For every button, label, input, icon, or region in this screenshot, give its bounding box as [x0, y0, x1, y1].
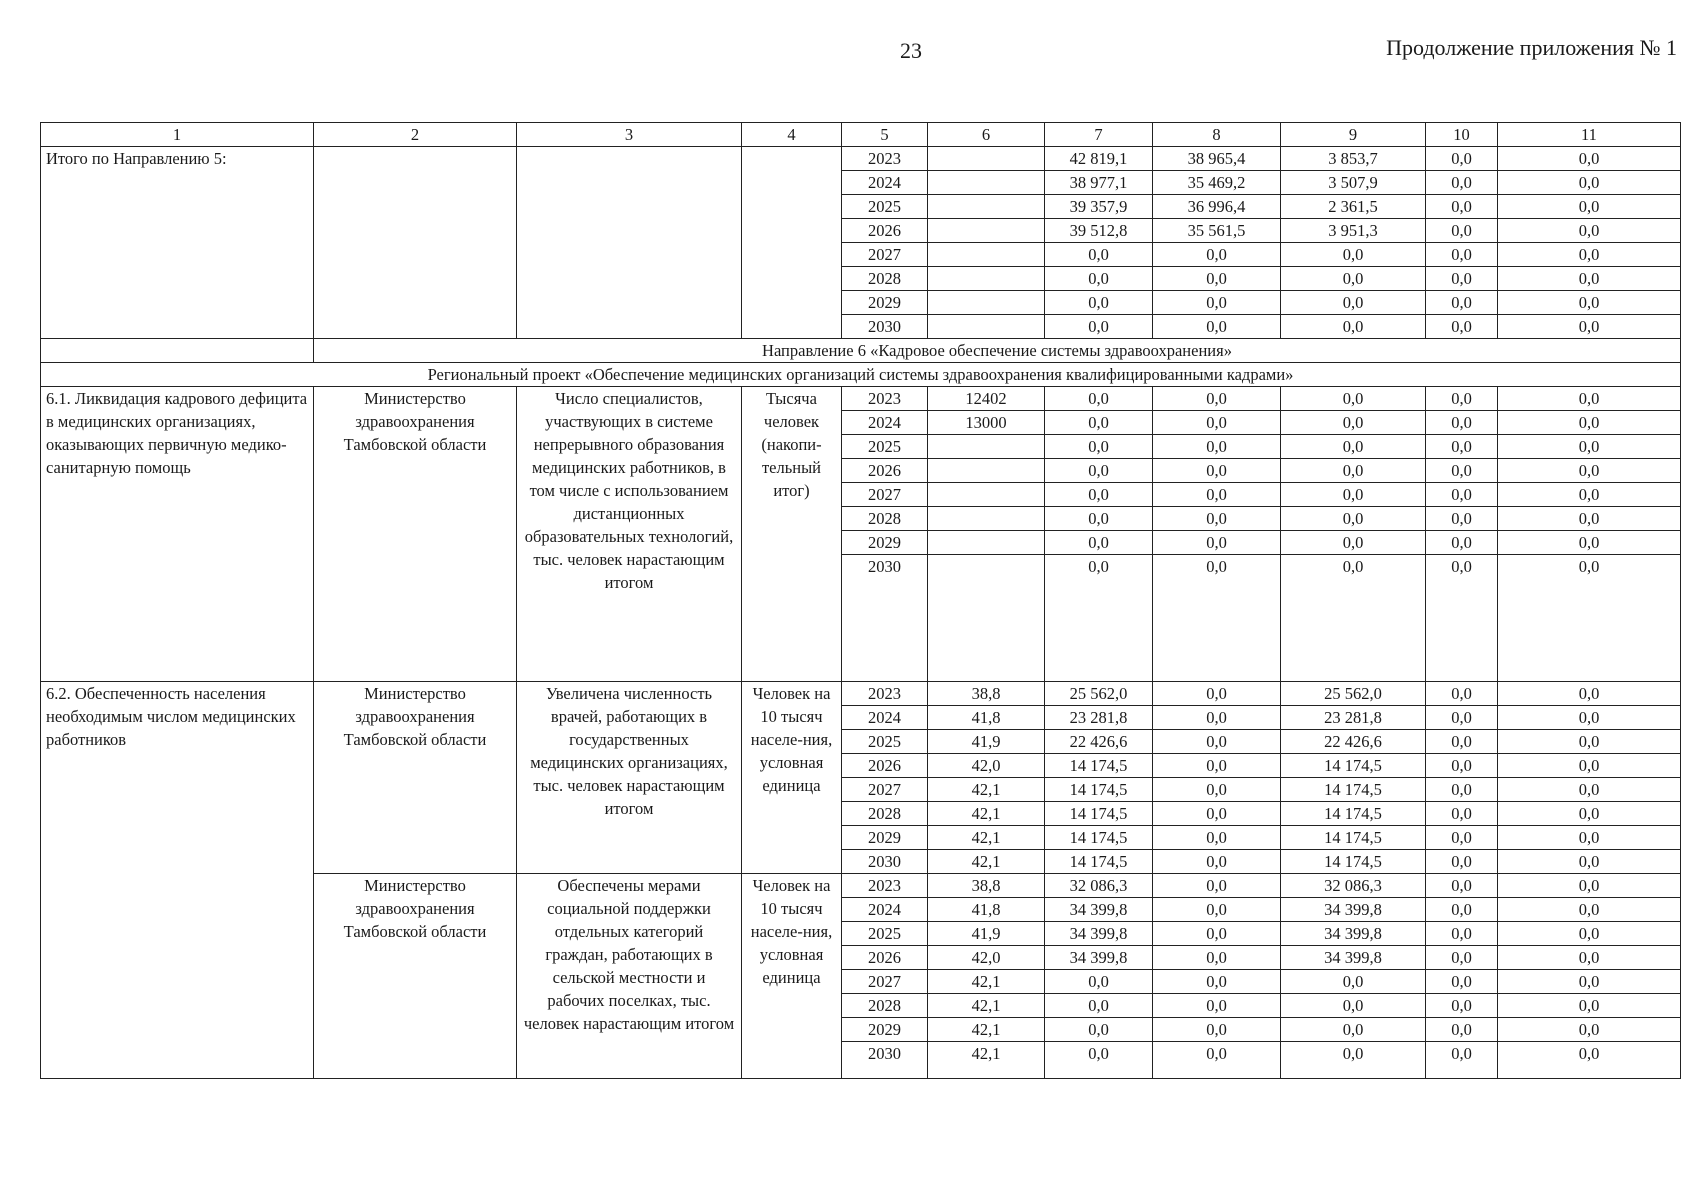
col10-value: 0,0 [1426, 531, 1498, 555]
year-cell: 2024 [842, 171, 928, 195]
col11-value: 0,0 [1498, 267, 1681, 291]
col7-value: 0,0 [1045, 994, 1153, 1018]
col7-value: 32 086,3 [1045, 874, 1153, 898]
year-cell: 2029 [842, 1018, 928, 1042]
col10-value: 0,0 [1426, 754, 1498, 778]
col10-value: 0,0 [1426, 1018, 1498, 1042]
col11-value: 0,0 [1498, 1042, 1681, 1079]
year-cell: 2027 [842, 778, 928, 802]
col6-value: 42,1 [928, 1042, 1045, 1079]
col9-value: 0,0 [1281, 483, 1426, 507]
col8-value: 38 965,4 [1153, 147, 1281, 171]
col8-value: 0,0 [1153, 970, 1281, 994]
col7-value: 25 562,0 [1045, 682, 1153, 706]
col10-value: 0,0 [1426, 826, 1498, 850]
item-6-1-executor: Министерство здравоохранения Тамбовской области [314, 387, 517, 682]
col6-value: 42,1 [928, 802, 1045, 826]
col8-value: 0,0 [1153, 898, 1281, 922]
col8-value: 0,0 [1153, 267, 1281, 291]
col11-value: 0,0 [1498, 730, 1681, 754]
col11-value: 0,0 [1498, 507, 1681, 531]
col9-value: 34 399,8 [1281, 898, 1426, 922]
col7-value: 0,0 [1045, 435, 1153, 459]
col9-value: 0,0 [1281, 1018, 1426, 1042]
col9-value: 23 281,8 [1281, 706, 1426, 730]
col6-value [928, 435, 1045, 459]
year-cell: 2029 [842, 531, 928, 555]
col-number-8: 8 [1153, 123, 1281, 147]
year-cell: 2028 [842, 507, 928, 531]
col9-value: 34 399,8 [1281, 922, 1426, 946]
empty-cell [41, 339, 314, 363]
col6-value: 38,8 [928, 874, 1045, 898]
col8-value: 0,0 [1153, 555, 1281, 682]
year-cell: 2030 [842, 555, 928, 682]
col-number-9: 9 [1281, 123, 1426, 147]
col9-value: 0,0 [1281, 970, 1426, 994]
col6-value: 41,8 [928, 706, 1045, 730]
col7-value: 0,0 [1045, 267, 1153, 291]
col10-value: 0,0 [1426, 483, 1498, 507]
table-row [41, 387, 1681, 411]
col6-value: 42,0 [928, 946, 1045, 970]
col8-value: 0,0 [1153, 291, 1281, 315]
col6-value: 42,1 [928, 826, 1045, 850]
col8-value: 0,0 [1153, 507, 1281, 531]
item-6-2-name: 6.2. Обеспеченность населения необходимым числом медицинских работников [41, 682, 314, 1079]
year-cell: 2030 [842, 1042, 928, 1079]
col10-value: 0,0 [1426, 195, 1498, 219]
col11-value: 0,0 [1498, 706, 1681, 730]
page-number: 23 [900, 38, 922, 63]
year-cell: 2026 [842, 219, 928, 243]
col10-value: 0,0 [1426, 946, 1498, 970]
regional-project-title: Региональный проект «Обеспечение медицинских организаций системы здравоохранения квалифицированными кадрами» [41, 363, 1681, 387]
year-cell: 2027 [842, 243, 928, 267]
year-cell: 2028 [842, 994, 928, 1018]
col6-value [928, 219, 1045, 243]
col7-value: 14 174,5 [1045, 850, 1153, 874]
col6-value: 42,1 [928, 970, 1045, 994]
col7-value: 0,0 [1045, 555, 1153, 682]
col11-value: 0,0 [1498, 754, 1681, 778]
col6-value: 13000 [928, 411, 1045, 435]
col6-value: 38,8 [928, 682, 1045, 706]
col8-value: 0,0 [1153, 706, 1281, 730]
col10-value: 0,0 [1426, 778, 1498, 802]
col9-value: 0,0 [1281, 459, 1426, 483]
col11-value: 0,0 [1498, 682, 1681, 706]
col-number-2: 2 [314, 123, 517, 147]
col7-value: 34 399,8 [1045, 922, 1153, 946]
year-cell: 2026 [842, 459, 928, 483]
col10-value: 0,0 [1426, 1042, 1498, 1079]
col6-value [928, 507, 1045, 531]
year-cell: 2028 [842, 802, 928, 826]
col9-value: 32 086,3 [1281, 874, 1426, 898]
col-number-5: 5 [842, 123, 928, 147]
col7-value: 0,0 [1045, 315, 1153, 339]
col7-value: 0,0 [1045, 1042, 1153, 1079]
col9-value: 3 853,7 [1281, 147, 1426, 171]
col11-value: 0,0 [1498, 826, 1681, 850]
col8-value: 0,0 [1153, 922, 1281, 946]
item-6-2a-indicator: Увеличена численность врачей, работающих в государственных медицинских организациях, тыс. человек нарастающим итогом [517, 682, 742, 874]
col-number-1: 1 [41, 123, 314, 147]
empty-cell [742, 147, 842, 339]
col8-value: 0,0 [1153, 531, 1281, 555]
col11-value: 0,0 [1498, 970, 1681, 994]
col6-value: 42,1 [928, 850, 1045, 874]
col8-value: 0,0 [1153, 1018, 1281, 1042]
year-cell: 2025 [842, 195, 928, 219]
year-cell: 2026 [842, 754, 928, 778]
col9-value: 14 174,5 [1281, 754, 1426, 778]
col7-value: 22 426,6 [1045, 730, 1153, 754]
col7-value: 14 174,5 [1045, 802, 1153, 826]
col8-value: 0,0 [1153, 826, 1281, 850]
col9-value: 25 562,0 [1281, 682, 1426, 706]
col7-value: 0,0 [1045, 243, 1153, 267]
col11-value: 0,0 [1498, 435, 1681, 459]
col10-value: 0,0 [1426, 730, 1498, 754]
col6-value [928, 171, 1045, 195]
col10-value: 0,0 [1426, 267, 1498, 291]
year-cell: 2025 [842, 922, 928, 946]
year-cell: 2024 [842, 706, 928, 730]
year-cell: 2029 [842, 826, 928, 850]
col8-value: 0,0 [1153, 946, 1281, 970]
col10-value: 0,0 [1426, 435, 1498, 459]
col10-value: 0,0 [1426, 171, 1498, 195]
col6-value: 41,9 [928, 922, 1045, 946]
col8-value: 0,0 [1153, 459, 1281, 483]
col7-value: 0,0 [1045, 483, 1153, 507]
col9-value: 0,0 [1281, 555, 1426, 682]
section-row [41, 363, 1681, 387]
col8-value: 35 469,2 [1153, 171, 1281, 195]
col8-value: 0,0 [1153, 435, 1281, 459]
col11-value: 0,0 [1498, 171, 1681, 195]
col7-value: 0,0 [1045, 507, 1153, 531]
col8-value: 0,0 [1153, 754, 1281, 778]
col10-value: 0,0 [1426, 994, 1498, 1018]
col7-value: 0,0 [1045, 1018, 1153, 1042]
col6-value [928, 315, 1045, 339]
col9-value: 0,0 [1281, 435, 1426, 459]
item-6-2a-unit: Человек на 10 тысяч населе-ния, условная единица [742, 682, 842, 874]
col9-value: 0,0 [1281, 291, 1426, 315]
col9-value: 2 361,5 [1281, 195, 1426, 219]
col7-value: 0,0 [1045, 411, 1153, 435]
year-cell: 2030 [842, 315, 928, 339]
col10-value: 0,0 [1426, 898, 1498, 922]
item-6-1-indicator: Число специалистов, участвующих в системе непрерывного образования медицинских работников, в том числе с использованием дистанционных образовательных технологий, тыс. человек нарастающим итогом [517, 387, 742, 682]
col11-value: 0,0 [1498, 994, 1681, 1018]
col9-value: 0,0 [1281, 411, 1426, 435]
col6-value [928, 147, 1045, 171]
col10-value: 0,0 [1426, 459, 1498, 483]
col11-value: 0,0 [1498, 874, 1681, 898]
total-direction5-label: Итого по Направлению 5: [41, 147, 314, 339]
col7-value: 0,0 [1045, 459, 1153, 483]
col11-value: 0,0 [1498, 850, 1681, 874]
col9-value: 0,0 [1281, 387, 1426, 411]
col8-value: 0,0 [1153, 483, 1281, 507]
direction6-title: Направление 6 «Кадровое обеспечение системы здравоохранения» [314, 339, 1681, 363]
table-row [41, 682, 1681, 706]
col7-value: 14 174,5 [1045, 754, 1153, 778]
col10-value: 0,0 [1426, 802, 1498, 826]
col6-value [928, 483, 1045, 507]
col7-value: 34 399,8 [1045, 898, 1153, 922]
col10-value: 0,0 [1426, 291, 1498, 315]
year-cell: 2027 [842, 970, 928, 994]
col7-value: 0,0 [1045, 970, 1153, 994]
item-6-2b-indicator: Обеспечены мерами социальной поддержки отдельных категорий граждан, работающих в сельской местности и рабочих поселках, тыс. человек нарастающим итогом [517, 874, 742, 1079]
col11-value: 0,0 [1498, 1018, 1681, 1042]
col6-value [928, 555, 1045, 682]
col6-value [928, 243, 1045, 267]
col9-value: 14 174,5 [1281, 778, 1426, 802]
col8-value: 0,0 [1153, 730, 1281, 754]
col10-value: 0,0 [1426, 387, 1498, 411]
budget-table [40, 122, 1681, 1079]
table-row [41, 147, 1681, 171]
col9-value: 3 951,3 [1281, 219, 1426, 243]
col9-value: 0,0 [1281, 315, 1426, 339]
year-cell: 2027 [842, 483, 928, 507]
col7-value: 0,0 [1045, 291, 1153, 315]
col10-value: 0,0 [1426, 682, 1498, 706]
col9-value: 0,0 [1281, 243, 1426, 267]
col11-value: 0,0 [1498, 555, 1681, 682]
col6-value [928, 459, 1045, 483]
year-cell: 2030 [842, 850, 928, 874]
col8-value: 0,0 [1153, 682, 1281, 706]
col8-value: 0,0 [1153, 411, 1281, 435]
col6-value [928, 267, 1045, 291]
col9-value: 3 507,9 [1281, 171, 1426, 195]
col11-value: 0,0 [1498, 459, 1681, 483]
year-cell: 2025 [842, 730, 928, 754]
col8-value: 0,0 [1153, 802, 1281, 826]
col7-value: 42 819,1 [1045, 147, 1153, 171]
col8-value: 35 561,5 [1153, 219, 1281, 243]
item-6-1-unit: Тысяча человек (накопи-тельный итог) [742, 387, 842, 682]
year-cell: 2024 [842, 898, 928, 922]
col10-value: 0,0 [1426, 411, 1498, 435]
col9-value: 0,0 [1281, 267, 1426, 291]
col6-value [928, 195, 1045, 219]
year-cell: 2023 [842, 387, 928, 411]
col10-value: 0,0 [1426, 706, 1498, 730]
col10-value: 0,0 [1426, 970, 1498, 994]
col10-value: 0,0 [1426, 874, 1498, 898]
col10-value: 0,0 [1426, 243, 1498, 267]
col11-value: 0,0 [1498, 922, 1681, 946]
col10-value: 0,0 [1426, 850, 1498, 874]
col9-value: 0,0 [1281, 507, 1426, 531]
col8-value: 36 996,4 [1153, 195, 1281, 219]
col9-value: 0,0 [1281, 994, 1426, 1018]
col-number-4: 4 [742, 123, 842, 147]
col7-value: 14 174,5 [1045, 826, 1153, 850]
col11-value: 0,0 [1498, 315, 1681, 339]
year-cell: 2023 [842, 682, 928, 706]
col7-value: 23 281,8 [1045, 706, 1153, 730]
col9-value: 14 174,5 [1281, 850, 1426, 874]
col6-value [928, 291, 1045, 315]
appendix-continuation-note: Продолжение приложения № 1 [1386, 35, 1677, 60]
col7-value: 39 357,9 [1045, 195, 1153, 219]
col11-value: 0,0 [1498, 802, 1681, 826]
col6-value: 42,1 [928, 778, 1045, 802]
item-6-1-name: 6.1. Ликвидация кадрового дефицита в медицинских организациях, оказывающих первичную медико-санитарную помощь [41, 387, 314, 682]
col6-value: 42,0 [928, 754, 1045, 778]
col11-value: 0,0 [1498, 387, 1681, 411]
empty-cell [314, 147, 517, 339]
col11-value: 0,0 [1498, 898, 1681, 922]
item-6-2a-executor: Министерство здравоохранения Тамбовской области [314, 682, 517, 874]
col11-value: 0,0 [1498, 147, 1681, 171]
year-cell: 2025 [842, 435, 928, 459]
col8-value: 0,0 [1153, 778, 1281, 802]
col8-value: 0,0 [1153, 315, 1281, 339]
col9-value: 22 426,6 [1281, 730, 1426, 754]
item-6-2b-executor: Министерство здравоохранения Тамбовской области [314, 874, 517, 1079]
col-number-7: 7 [1045, 123, 1153, 147]
year-cell: 2028 [842, 267, 928, 291]
col9-value: 14 174,5 [1281, 802, 1426, 826]
col6-value: 42,1 [928, 994, 1045, 1018]
col6-value: 41,8 [928, 898, 1045, 922]
col11-value: 0,0 [1498, 219, 1681, 243]
year-cell: 2024 [842, 411, 928, 435]
col9-value: 0,0 [1281, 1042, 1426, 1079]
col11-value: 0,0 [1498, 531, 1681, 555]
section-row [41, 339, 1681, 363]
col7-value: 0,0 [1045, 531, 1153, 555]
col11-value: 0,0 [1498, 291, 1681, 315]
year-cell: 2023 [842, 147, 928, 171]
col10-value: 0,0 [1426, 922, 1498, 946]
col7-value: 0,0 [1045, 387, 1153, 411]
col8-value: 0,0 [1153, 994, 1281, 1018]
col8-value: 0,0 [1153, 874, 1281, 898]
col8-value: 0,0 [1153, 850, 1281, 874]
col10-value: 0,0 [1426, 315, 1498, 339]
col11-value: 0,0 [1498, 243, 1681, 267]
col9-value: 0,0 [1281, 531, 1426, 555]
year-cell: 2023 [842, 874, 928, 898]
col7-value: 34 399,8 [1045, 946, 1153, 970]
col11-value: 0,0 [1498, 483, 1681, 507]
col6-value: 12402 [928, 387, 1045, 411]
col7-value: 38 977,1 [1045, 171, 1153, 195]
col9-value: 14 174,5 [1281, 826, 1426, 850]
col-number-6: 6 [928, 123, 1045, 147]
column-number-row [41, 123, 1681, 147]
item-6-2b-unit: Человек на 10 тысяч населе-ния, условная единица [742, 874, 842, 1079]
col8-value: 0,0 [1153, 387, 1281, 411]
col8-value: 0,0 [1153, 1042, 1281, 1079]
table-body [41, 123, 1681, 1079]
col-number-11: 11 [1498, 123, 1681, 147]
col-number-3: 3 [517, 123, 742, 147]
col11-value: 0,0 [1498, 946, 1681, 970]
col-number-10: 10 [1426, 123, 1498, 147]
col6-value: 41,9 [928, 730, 1045, 754]
col10-value: 0,0 [1426, 507, 1498, 531]
col11-value: 0,0 [1498, 411, 1681, 435]
col8-value: 0,0 [1153, 243, 1281, 267]
col10-value: 0,0 [1426, 219, 1498, 243]
col7-value: 14 174,5 [1045, 778, 1153, 802]
col10-value: 0,0 [1426, 555, 1498, 682]
empty-cell [517, 147, 742, 339]
col9-value: 34 399,8 [1281, 946, 1426, 970]
year-cell: 2026 [842, 946, 928, 970]
col7-value: 39 512,8 [1045, 219, 1153, 243]
col6-value [928, 531, 1045, 555]
col6-value: 42,1 [928, 1018, 1045, 1042]
col11-value: 0,0 [1498, 778, 1681, 802]
year-cell: 2029 [842, 291, 928, 315]
col11-value: 0,0 [1498, 195, 1681, 219]
col10-value: 0,0 [1426, 147, 1498, 171]
